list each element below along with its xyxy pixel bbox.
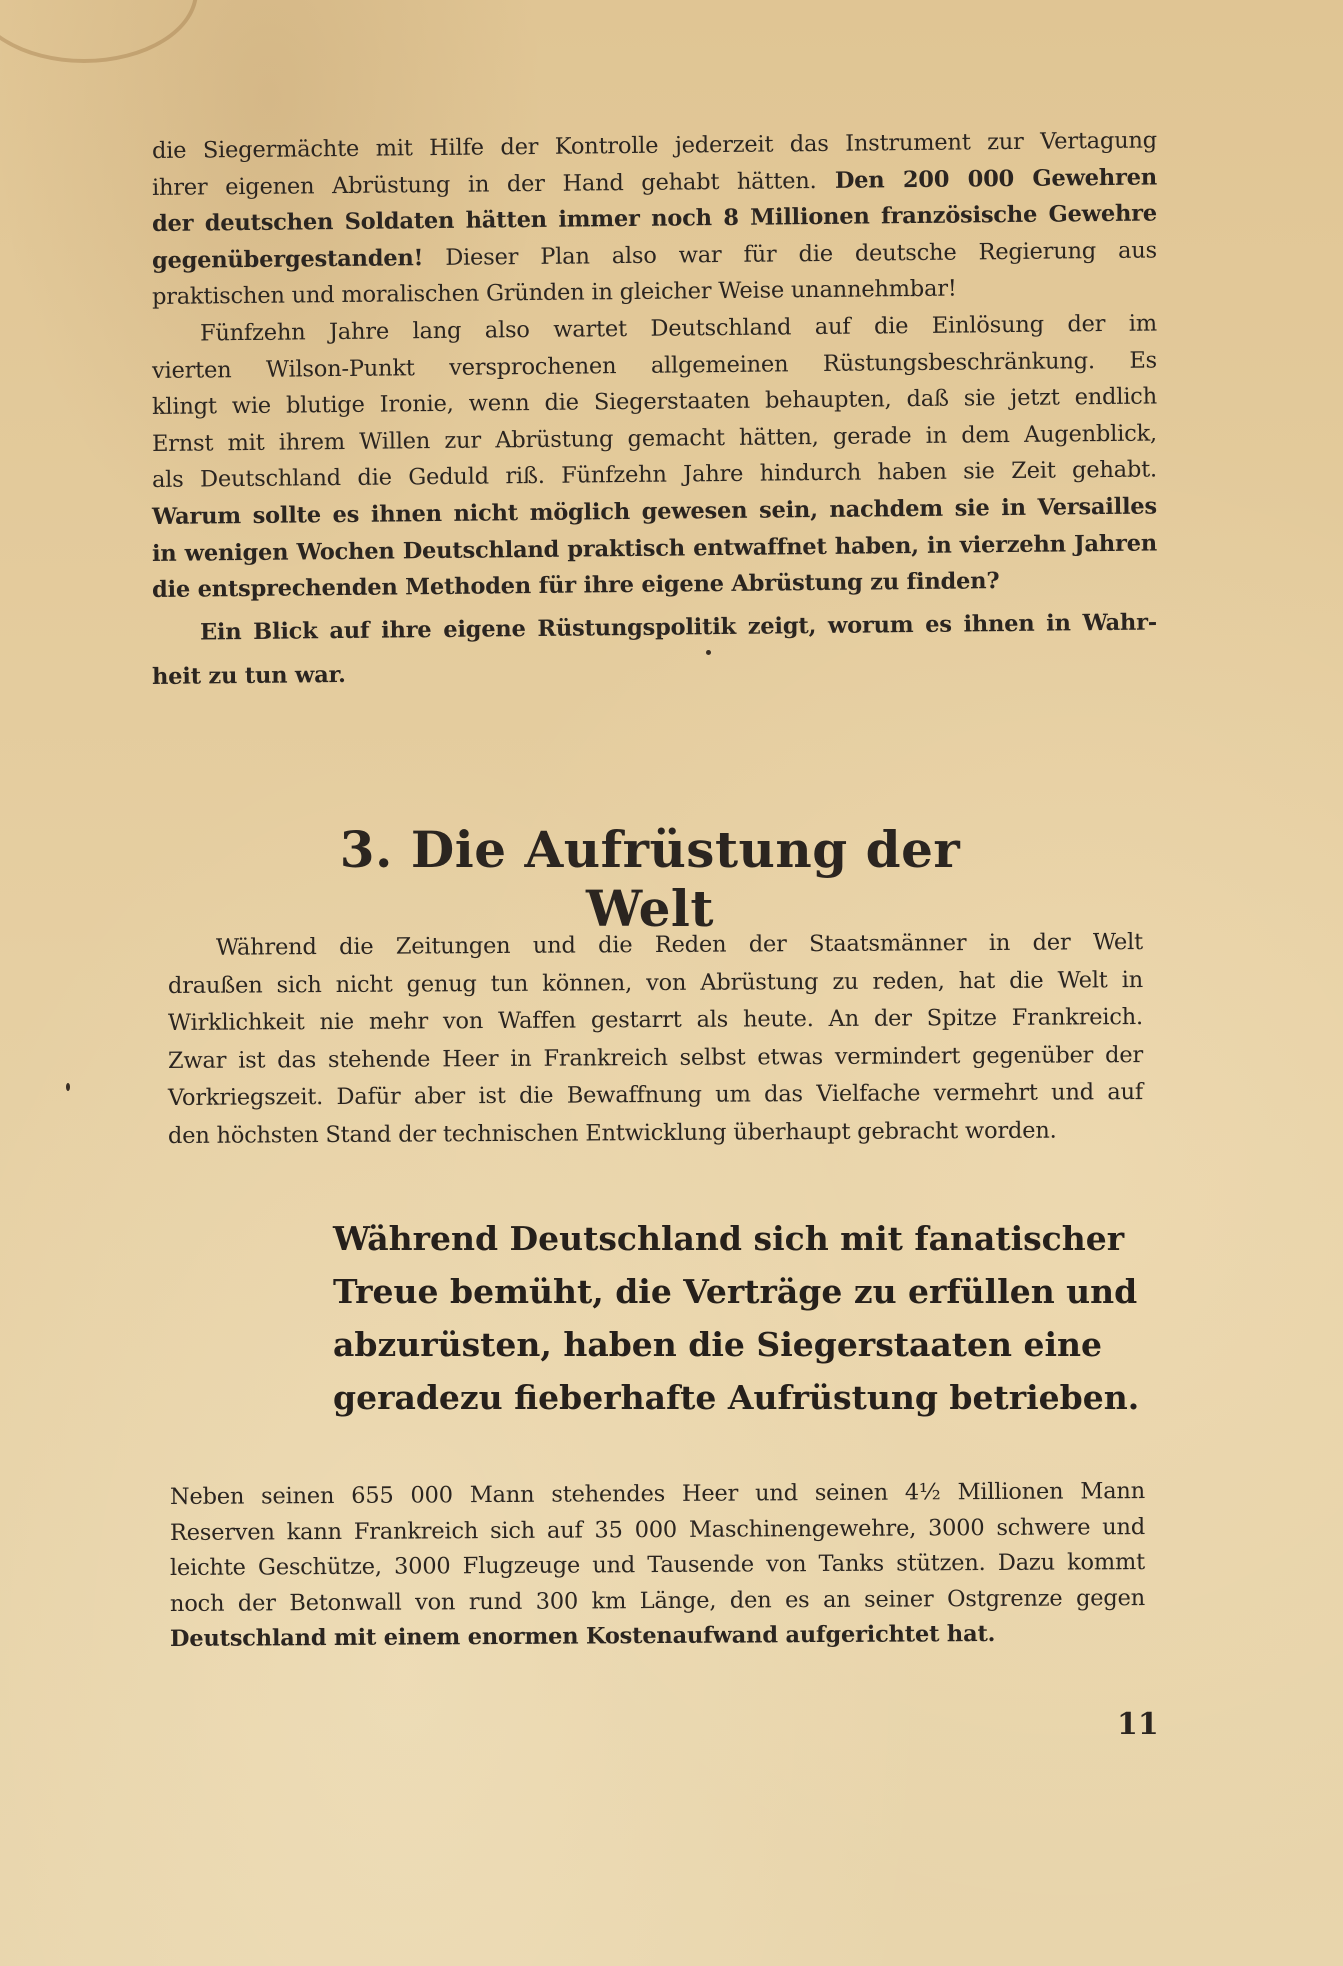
ink-speck bbox=[706, 650, 711, 655]
paragraph-3 bbox=[151, 609, 1158, 696]
text-span: Dieser Plan also war für die deutsche Regierung aus bbox=[423, 237, 1158, 271]
section-heading: 3. Die Aufrüstung der Welt bbox=[339, 820, 961, 938]
paragraph-4 bbox=[168, 930, 1143, 1155]
callout-line: Während Deutschland sich mit fanatischer bbox=[333, 1219, 1125, 1258]
ink-speck bbox=[66, 1083, 70, 1091]
text-span: ihrer eigenen Abrüstung in der Hand gehabt hätten. bbox=[151, 167, 817, 201]
text-block-middle bbox=[168, 930, 1143, 1155]
callout-line: Treue bemüht, die Verträge zu erfüllen und bbox=[333, 1272, 1138, 1311]
water-stain bbox=[0, 0, 198, 63]
bold-span: Den 200 000 Gewehren bbox=[816, 164, 1158, 194]
text-line: die Siegermächte mit Hilfe der Kontrolle jederzeit das Instrument zur Vertagung bbox=[151, 127, 1158, 164]
text-line: Fünfzehn Jahre lang also wartet Deutschland auf die Einlösung der im bbox=[199, 310, 1158, 347]
bold-span: die entsprechenden Methoden für ihre eigene Abrüstung zu finden? bbox=[151, 568, 1000, 604]
text-line: den höchsten Stand der technischen Entwicklung überhaupt gebracht worden. bbox=[167, 1117, 1057, 1149]
text-line: klingt wie blutige Ironie, wenn die Siegerstaaten behaupten, daß sie jetzt endlich bbox=[151, 383, 1158, 421]
text-line bbox=[152, 604, 1157, 651]
bold-span: heit zu tun war. bbox=[151, 662, 346, 691]
text-block-top bbox=[151, 127, 1158, 696]
bold-span: Ein Blick auf ihre eigene Rüstungspolitik zeigt, worum es ihnen in Wahr- bbox=[199, 609, 1158, 646]
text-line: als Deutschland die Geduld riß. Fünfzehn Jahre hindurch haben sie Zeit gehabt. bbox=[151, 456, 1158, 494]
callout-line: geradezu fieberhafte Aufrüstung betrieben. bbox=[333, 1378, 1140, 1417]
paragraph-1 bbox=[151, 127, 1158, 316]
text-line: draußen sich nicht genug tun können, von Abrüstung zu reden, hat die Welt in bbox=[167, 966, 1144, 999]
text-line: Zwar ist das stehende Heer in Frankreich selbst etwas vermindert gegenüber der bbox=[167, 1041, 1144, 1074]
text-line: Reserven kann Frankreich sich auf 35 000 Maschinengewehre, 3000 schwere und bbox=[169, 1513, 1146, 1546]
bold-span: der deutschen Soldaten hätten immer noch 8 Millionen französische Gewehre bbox=[151, 200, 1158, 238]
emphasis-callout bbox=[333, 1212, 1140, 1424]
bold-span: gegenübergestanden! bbox=[151, 244, 424, 274]
text-line: vierten Wilson-Punkt versprochenen allgemeinen Rüstungsbeschränkung. Es bbox=[151, 347, 1158, 384]
text-line: leichte Geschütze, 3000 Flugzeuge und Tausende von Tanks stützen. Dazu kommt bbox=[169, 1549, 1146, 1581]
text-line: Vorkriegszeit. Dafür aber ist die Bewaffnung um das Vielfache vermehrt und auf bbox=[167, 1079, 1144, 1111]
text-line: Neben seinen 655 000 Mann stehendes Heer und seinen 4½ Millionen Mann bbox=[169, 1478, 1146, 1510]
bold-span: Warum sollte es ihnen nicht möglich gewesen sein, nachdem sie in Versailles bbox=[151, 493, 1158, 530]
text-block-bottom bbox=[170, 1480, 1145, 1658]
bold-span: in wenigen Wochen Deutschland praktisch entwaffnet haben, in vierzehn Jahren bbox=[151, 530, 1158, 567]
page-number: 11 bbox=[1117, 1707, 1159, 1742]
bold-span: Deutschland mit einem enormen Kostenaufwand aufgerichtet hat. bbox=[169, 1620, 996, 1652]
text-line bbox=[152, 649, 1157, 696]
text-line: Wirklichkeit nie mehr von Waffen gestarrt als heute. An der Spitze Frankreich. bbox=[167, 1004, 1144, 1036]
paragraph-5 bbox=[170, 1480, 1145, 1658]
callout-line: abzurüsten, haben die Siegerstaaten eine bbox=[333, 1325, 1103, 1364]
text-line: noch der Betonwall von rund 300 km Länge, den es an seiner Ostgrenze gegen bbox=[169, 1584, 1146, 1617]
text-line: praktischen und moralischen Gründen in gleicher Weise unannehmbar! bbox=[151, 275, 957, 311]
text-line: Ernst mit ihrem Willen zur Abrüstung gemacht hätten, gerade in dem Augenblick, bbox=[151, 420, 1158, 457]
paragraph-2 bbox=[151, 310, 1158, 609]
text-line bbox=[170, 1616, 1145, 1657]
text-line: Während die Zeitungen und die Reden der Staatsmänner in der Welt bbox=[215, 929, 1144, 961]
